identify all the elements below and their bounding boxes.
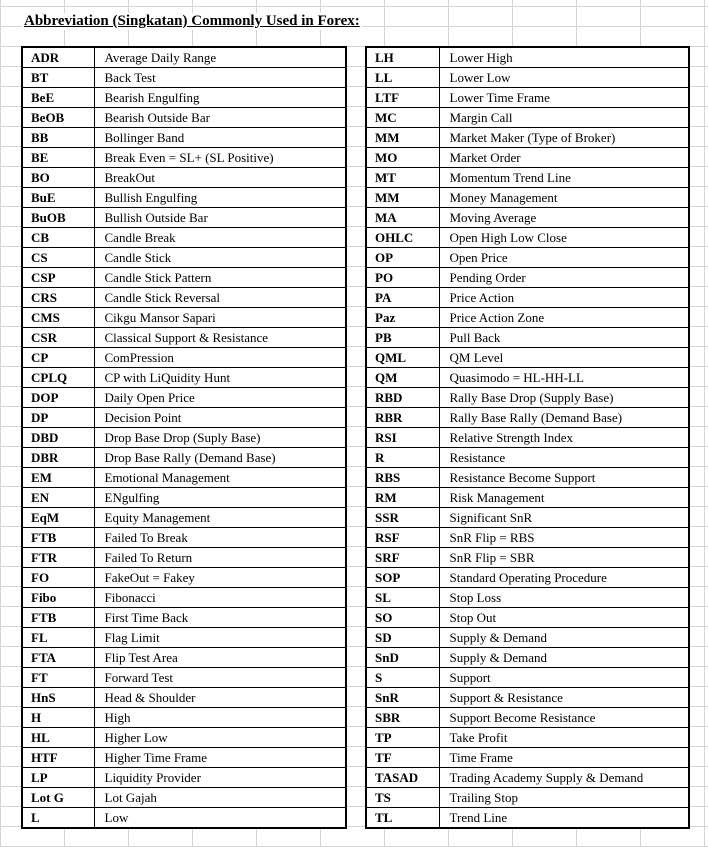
abbreviation-cell: RBD xyxy=(366,388,439,408)
table-row xyxy=(366,88,689,108)
table-row xyxy=(366,768,689,788)
table-row xyxy=(22,148,346,168)
abbreviation-cell: RSF xyxy=(366,528,439,548)
table-row xyxy=(366,468,689,488)
meaning-cell: Quasimodo = HL-HH-LL xyxy=(439,368,689,388)
table-row xyxy=(22,808,346,829)
meaning-cell: High xyxy=(94,708,346,728)
table-row xyxy=(22,688,346,708)
meaning-cell: Lower Time Frame xyxy=(439,88,689,108)
abbreviation-cell: RBR xyxy=(366,408,439,428)
table-row xyxy=(366,488,689,508)
table-row xyxy=(366,208,689,228)
meaning-cell: Standard Operating Procedure xyxy=(439,568,689,588)
table-row xyxy=(22,288,346,308)
meaning-cell: Lot Gajah xyxy=(94,788,346,808)
meaning-cell: Break Even = SL+ (SL Positive) xyxy=(94,148,346,168)
abbreviation-cell: CP xyxy=(22,348,94,368)
table-row xyxy=(22,268,346,288)
abbreviation-cell: DOP xyxy=(22,388,94,408)
meaning-cell: ENgulfing xyxy=(94,488,346,508)
table-row xyxy=(22,428,346,448)
abbreviation-cell: LTF xyxy=(366,88,439,108)
meaning-cell: Average Daily Range xyxy=(94,47,346,68)
abbreviation-cell: TASAD xyxy=(366,768,439,788)
meaning-cell: Risk Management xyxy=(439,488,689,508)
meaning-cell: Market Maker (Type of Broker) xyxy=(439,128,689,148)
table-row xyxy=(366,388,689,408)
meaning-cell: Stop Loss xyxy=(439,588,689,608)
abbreviation-cell: BO xyxy=(22,168,94,188)
meaning-cell: Support Become Resistance xyxy=(439,708,689,728)
abbreviation-cell: H xyxy=(22,708,94,728)
abbreviation-cell: Fibo xyxy=(22,588,94,608)
meaning-cell: SnR Flip = RBS xyxy=(439,528,689,548)
table-row xyxy=(366,628,689,648)
abbreviation-cell: PA xyxy=(366,288,439,308)
abbreviation-table-right xyxy=(365,46,690,829)
abbreviation-cell: DBR xyxy=(22,448,94,468)
abbreviation-cell: MA xyxy=(366,208,439,228)
table-row xyxy=(366,708,689,728)
abbreviation-cell: BeOB xyxy=(22,108,94,128)
meaning-cell: Low xyxy=(94,808,346,829)
abbreviation-cell: DBD xyxy=(22,428,94,448)
abbreviation-cell: TF xyxy=(366,748,439,768)
meaning-cell: Significant SnR xyxy=(439,508,689,528)
abbreviation-cell: QML xyxy=(366,348,439,368)
table-row xyxy=(366,108,689,128)
abbreviation-cell: DP xyxy=(22,408,94,428)
meaning-cell: Decision Point xyxy=(94,408,346,428)
table-row xyxy=(22,128,346,148)
table-row xyxy=(22,228,346,248)
table-row xyxy=(22,768,346,788)
abbreviation-cell: R xyxy=(366,448,439,468)
meaning-cell: Bearish Outside Bar xyxy=(94,108,346,128)
table-row xyxy=(22,108,346,128)
table-row xyxy=(22,628,346,648)
abbreviation-cell: BB xyxy=(22,128,94,148)
meaning-cell: Supply & Demand xyxy=(439,648,689,668)
abbreviation-cell: LL xyxy=(366,68,439,88)
meaning-cell: Back Test xyxy=(94,68,346,88)
meaning-cell: Resistance Become Support xyxy=(439,468,689,488)
meaning-cell: Trend Line xyxy=(439,808,689,829)
meaning-cell: Take Profit xyxy=(439,728,689,748)
meaning-cell: Candle Stick Pattern xyxy=(94,268,346,288)
abbreviation-cell: FTB xyxy=(22,608,94,628)
meaning-cell: Resistance xyxy=(439,448,689,468)
table-row xyxy=(22,668,346,688)
meaning-cell: Market Order xyxy=(439,148,689,168)
table-row xyxy=(366,228,689,248)
abbreviation-cell: EM xyxy=(22,468,94,488)
abbreviation-cell: MM xyxy=(366,128,439,148)
abbreviation-cell: RBS xyxy=(366,468,439,488)
abbreviation-cell: OP xyxy=(366,248,439,268)
meaning-cell: Bearish Engulfing xyxy=(94,88,346,108)
table-row xyxy=(366,68,689,88)
abbreviation-cell: RSI xyxy=(366,428,439,448)
table-row xyxy=(22,748,346,768)
abbreviation-cell: EqM xyxy=(22,508,94,528)
meaning-cell: Support & Resistance xyxy=(439,688,689,708)
abbreviation-cell: SO xyxy=(366,608,439,628)
abbreviation-cell: SnR xyxy=(366,688,439,708)
abbreviation-cell: CSR xyxy=(22,328,94,348)
table-row xyxy=(366,348,689,368)
table-row xyxy=(366,668,689,688)
meaning-cell: Relative Strength Index xyxy=(439,428,689,448)
abbreviation-table-left xyxy=(21,46,347,829)
abbreviation-cell: FTA xyxy=(22,648,94,668)
meaning-cell: Rally Base Drop (Supply Base) xyxy=(439,388,689,408)
table-row xyxy=(366,648,689,668)
meaning-cell: Rally Base Rally (Demand Base) xyxy=(439,408,689,428)
meaning-cell: Flag Limit xyxy=(94,628,346,648)
table-row xyxy=(366,188,689,208)
table-row xyxy=(366,47,689,68)
abbreviation-cell: CSP xyxy=(22,268,94,288)
abbreviation-cell: PO xyxy=(366,268,439,288)
table-row xyxy=(22,328,346,348)
abbreviation-cell: BeE xyxy=(22,88,94,108)
abbreviation-cell: CPLQ xyxy=(22,368,94,388)
meaning-cell: Failed To Break xyxy=(94,528,346,548)
abbreviation-cell: SOP xyxy=(366,568,439,588)
table-row xyxy=(22,508,346,528)
meaning-cell: BreakOut xyxy=(94,168,346,188)
abbreviation-cell: HnS xyxy=(22,688,94,708)
meaning-cell: FakeOut = Fakey xyxy=(94,568,346,588)
abbreviation-cell: FT xyxy=(22,668,94,688)
meaning-cell: Money Management xyxy=(439,188,689,208)
abbreviation-cell: EN xyxy=(22,488,94,508)
abbreviation-cell: OHLC xyxy=(366,228,439,248)
table-row xyxy=(22,188,346,208)
abbreviation-cell: MO xyxy=(366,148,439,168)
meaning-cell: Failed To Return xyxy=(94,548,346,568)
abbreviation-cell: CRS xyxy=(22,288,94,308)
abbreviation-cell: FO xyxy=(22,568,94,588)
table-row xyxy=(366,428,689,448)
abbreviation-cell: CS xyxy=(22,248,94,268)
abbreviation-cell: MT xyxy=(366,168,439,188)
meaning-cell: Drop Base Rally (Demand Base) xyxy=(94,448,346,468)
abbreviation-cell: BE xyxy=(22,148,94,168)
abbreviation-cell: BuE xyxy=(22,188,94,208)
meaning-cell: Candle Stick xyxy=(94,248,346,268)
meaning-cell: Price Action xyxy=(439,288,689,308)
abbreviation-cell: Paz xyxy=(366,308,439,328)
abbreviation-cell: FTB xyxy=(22,528,94,548)
table-row xyxy=(366,528,689,548)
meaning-cell: Classical Support & Resistance xyxy=(94,328,346,348)
meaning-cell: Pull Back xyxy=(439,328,689,348)
table-row xyxy=(22,488,346,508)
meaning-cell: Time Frame xyxy=(439,748,689,768)
table-row xyxy=(22,708,346,728)
meaning-cell: Lower Low xyxy=(439,68,689,88)
abbreviation-cell: Lot G xyxy=(22,788,94,808)
abbreviation-cell: HL xyxy=(22,728,94,748)
document-title: Abbreviation (Singkatan) Commonly Used in Forex: xyxy=(24,13,360,29)
table-row xyxy=(366,588,689,608)
table-row xyxy=(22,348,346,368)
meaning-cell: Supply & Demand xyxy=(439,628,689,648)
table-row xyxy=(366,128,689,148)
abbreviation-cell: SnD xyxy=(366,648,439,668)
meaning-cell: Price Action Zone xyxy=(439,308,689,328)
table-row xyxy=(22,168,346,188)
table-row xyxy=(366,748,689,768)
abbreviation-cell: FL xyxy=(22,628,94,648)
table-row xyxy=(22,388,346,408)
abbreviation-cell: SRF xyxy=(366,548,439,568)
table-row xyxy=(22,588,346,608)
meaning-cell: Candle Break xyxy=(94,228,346,248)
table-row xyxy=(366,448,689,468)
meaning-cell: Candle Stick Reversal xyxy=(94,288,346,308)
table-row xyxy=(366,268,689,288)
abbreviation-cell: RM xyxy=(366,488,439,508)
table-row xyxy=(366,308,689,328)
table-row xyxy=(366,568,689,588)
meaning-cell: Emotional Management xyxy=(94,468,346,488)
meaning-cell: Forward Test xyxy=(94,668,346,688)
table-row xyxy=(366,168,689,188)
table-row xyxy=(366,728,689,748)
abbreviation-cell: ADR xyxy=(22,47,94,68)
meaning-cell: Momentum Trend Line xyxy=(439,168,689,188)
meaning-cell: Fibonacci xyxy=(94,588,346,608)
meaning-cell: Support xyxy=(439,668,689,688)
abbreviation-cell: S xyxy=(366,668,439,688)
table-row xyxy=(22,408,346,428)
meaning-cell: Open Price xyxy=(439,248,689,268)
abbreviation-cell: LH xyxy=(366,47,439,68)
meaning-cell: Margin Call xyxy=(439,108,689,128)
table-row xyxy=(366,808,689,829)
table-row xyxy=(22,88,346,108)
abbreviation-cell: TL xyxy=(366,808,439,829)
meaning-cell: Bullish Outside Bar xyxy=(94,208,346,228)
table-row xyxy=(22,648,346,668)
meaning-cell: Bollinger Band xyxy=(94,128,346,148)
abbreviation-cell: PB xyxy=(366,328,439,348)
table-row xyxy=(366,248,689,268)
table-row xyxy=(366,288,689,308)
table-row xyxy=(22,608,346,628)
table-row xyxy=(22,68,346,88)
meaning-cell: ComPression xyxy=(94,348,346,368)
abbreviation-cell: TP xyxy=(366,728,439,748)
meaning-cell: Equity Management xyxy=(94,508,346,528)
table-row xyxy=(366,608,689,628)
meaning-cell: Pending Order xyxy=(439,268,689,288)
abbreviation-cell: SD xyxy=(366,628,439,648)
abbreviation-cell: SL xyxy=(366,588,439,608)
meaning-cell: Drop Base Drop (Suply Base) xyxy=(94,428,346,448)
table-row xyxy=(22,248,346,268)
table-row xyxy=(22,448,346,468)
abbreviation-cell: MC xyxy=(366,108,439,128)
table-row xyxy=(22,208,346,228)
table-row xyxy=(22,468,346,488)
abbreviation-cell: MM xyxy=(366,188,439,208)
table-row xyxy=(22,568,346,588)
table-row xyxy=(22,368,346,388)
table-row xyxy=(366,328,689,348)
meaning-cell: Liquidity Provider xyxy=(94,768,346,788)
table-row xyxy=(22,548,346,568)
meaning-cell: Lower High xyxy=(439,47,689,68)
meaning-cell: Trailing Stop xyxy=(439,788,689,808)
meaning-cell: SnR Flip = SBR xyxy=(439,548,689,568)
table-row xyxy=(366,688,689,708)
abbreviation-cell: LP xyxy=(22,768,94,788)
abbreviation-cell: FTR xyxy=(22,548,94,568)
table-row xyxy=(22,788,346,808)
abbreviation-cell: SSR xyxy=(366,508,439,528)
table-row xyxy=(366,788,689,808)
meaning-cell: Higher Time Frame xyxy=(94,748,346,768)
meaning-cell: Trading Academy Supply & Demand xyxy=(439,768,689,788)
meaning-cell: QM Level xyxy=(439,348,689,368)
abbreviation-cell: TS xyxy=(366,788,439,808)
abbreviation-cell: HTF xyxy=(22,748,94,768)
table-row xyxy=(22,47,346,68)
meaning-cell: CP with LiQuidity Hunt xyxy=(94,368,346,388)
meaning-cell: Head & Shoulder xyxy=(94,688,346,708)
meaning-cell: Flip Test Area xyxy=(94,648,346,668)
table-row xyxy=(366,368,689,388)
meaning-cell: Moving Average xyxy=(439,208,689,228)
abbreviation-cell: BuOB xyxy=(22,208,94,228)
abbreviation-cell: SBR xyxy=(366,708,439,728)
table-row xyxy=(22,728,346,748)
table-row xyxy=(366,508,689,528)
abbreviation-cell: L xyxy=(22,808,94,829)
table-row xyxy=(366,408,689,428)
table-row xyxy=(22,528,346,548)
abbreviation-cell: CMS xyxy=(22,308,94,328)
table-row xyxy=(22,308,346,328)
table-row xyxy=(366,148,689,168)
meaning-cell: Daily Open Price xyxy=(94,388,346,408)
meaning-cell: Higher Low xyxy=(94,728,346,748)
abbreviation-cell: CB xyxy=(22,228,94,248)
abbreviation-cell: BT xyxy=(22,68,94,88)
meaning-cell: First Time Back xyxy=(94,608,346,628)
meaning-cell: Stop Out xyxy=(439,608,689,628)
table-row xyxy=(366,548,689,568)
meaning-cell: Cikgu Mansor Sapari xyxy=(94,308,346,328)
meaning-cell: Bullish Engulfing xyxy=(94,188,346,208)
meaning-cell: Open High Low Close xyxy=(439,228,689,248)
abbreviation-cell: QM xyxy=(366,368,439,388)
